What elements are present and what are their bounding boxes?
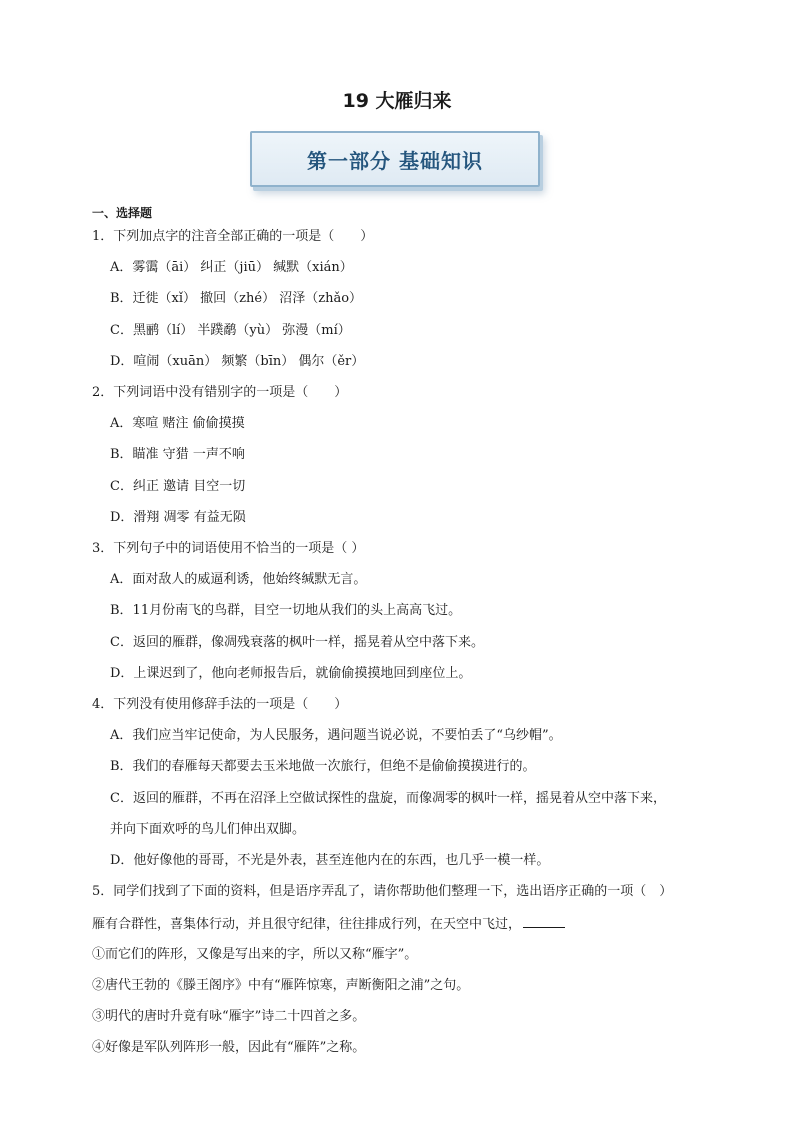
question-text: [92, 229, 373, 245]
section-heading: 一、选择题: [92, 206, 153, 220]
line-text: 4．下列没有使用修辞手法的一项是（ ）: [92, 697, 348, 712]
line-text: ③明代的唐时升竟有咏“雁字”诗二十四首之多。: [92, 1009, 366, 1024]
question-text: [92, 1009, 365, 1025]
line-text: B．瞄准 守猎 一声不响: [110, 447, 245, 463]
answer-option: [110, 572, 366, 588]
answer-option: [110, 791, 666, 807]
answer-option: [110, 853, 549, 869]
answer-option: [110, 323, 351, 339]
section-banner: [250, 131, 540, 187]
line-text: C．纠正 邀请 目空一切: [110, 478, 246, 494]
line-text: 2．下列词语中没有错别字的一项是（ ）: [92, 385, 348, 400]
line-text: D．上课迟到了，他向老师报告后，就偷偷摸摸地回到座位上。: [110, 665, 472, 681]
line-text: A．雾霭（āi） 纠正（jiū） 缄默（xián）: [110, 260, 353, 276]
line-text: ④好像是军队列阵形一般，因此有“雁阵”之称。: [92, 1040, 366, 1056]
question-text: [92, 947, 417, 963]
banner-text: 第一部分 基础知识: [307, 148, 483, 173]
line-text: C．返回的雁群，不再在沼泽上空做试探性的盘旋，而像凋零的枫叶一样，摇晃着从空中落下来，: [110, 790, 666, 806]
answer-option: [110, 728, 562, 744]
question-text: [92, 915, 565, 933]
answer-option: [110, 603, 461, 619]
line-text: ①而它们的阵形，又像是写出来的字，所以又称“雁字”。: [92, 946, 418, 962]
question-text: [92, 541, 364, 557]
line-text: 1．下列加点字的注音全部正确的一项是（ ）: [92, 229, 374, 244]
document-title: 19 大雁归来: [342, 90, 452, 112]
line-text: A．寒喧 赌注 偷偷摸摸: [110, 416, 245, 432]
answer-option: [110, 635, 484, 651]
answer-option: [110, 291, 362, 307]
answer-option: [110, 666, 471, 682]
question-text: [92, 978, 469, 994]
line-text: B．迁徙（xǐ） 撤回（zhé） 沼泽（zhǎo）: [110, 291, 363, 307]
line-text: B．11月份南飞的鸟群，目空一切地从我们的头上高高飞过。: [110, 603, 462, 619]
line-text: 并向下面欢呼的鸟儿们伸出双脚。: [110, 821, 306, 837]
answer-option: [110, 759, 536, 775]
question-text: [92, 385, 347, 401]
fill-blank: [523, 915, 565, 928]
answer-option: [110, 479, 245, 495]
question-text: [92, 884, 672, 900]
answer-option: [110, 510, 246, 526]
line-text: C．黑鹂（lí） 半蹼鹬（yù） 弥漫（mí）: [110, 322, 351, 338]
line-text: D．滑翔 凋零 有益无陨: [110, 509, 246, 525]
line-text: A．我们应当牢记使命，为人民服务，遇问题当说必说，不要怕丢了“乌纱帽”。: [110, 728, 562, 744]
line-text: ②唐代王勃的《滕王阁序》中有“雁阵惊寒，声断衡阳之浦”之句。: [92, 977, 470, 993]
line-text: B．我们的春雁每天都要去玉米地做一次旅行，但绝不是偷偷摸摸进行的。: [110, 759, 536, 775]
answer-option: [110, 822, 305, 838]
line-text: D．喧闹（xuān） 频繁（bīn） 偶尔（ěr）: [110, 353, 365, 369]
line-text: C．返回的雁群，像凋残衰落的枫叶一样，摇晃着从空中落下来。: [110, 634, 484, 650]
line-text: A．面对敌人的威逼利诱，他始终缄默无言。: [110, 572, 367, 588]
answer-option: [110, 354, 364, 370]
line-text: 3．下列句子中的词语使用不恰当的一项是（ ）: [92, 541, 365, 556]
answer-option: [110, 416, 245, 432]
question-text: [92, 1040, 365, 1056]
line-text: D．他好像他的哥哥，不光是外表，甚至连他内在的东西，也几乎一模一样。: [110, 853, 550, 868]
line-text: 雁有合群性，喜集体行动，并且很守纪律，往往排成行列，在天空中飞过，: [92, 917, 522, 933]
answer-option: [110, 447, 245, 463]
question-text: [92, 697, 347, 713]
answer-option: [110, 260, 353, 276]
line-text: 5．同学们找到了下面的资料，但是语序弄乱了，请你帮助他们整理一下，选出语序正确的一项（ ）: [92, 884, 673, 900]
